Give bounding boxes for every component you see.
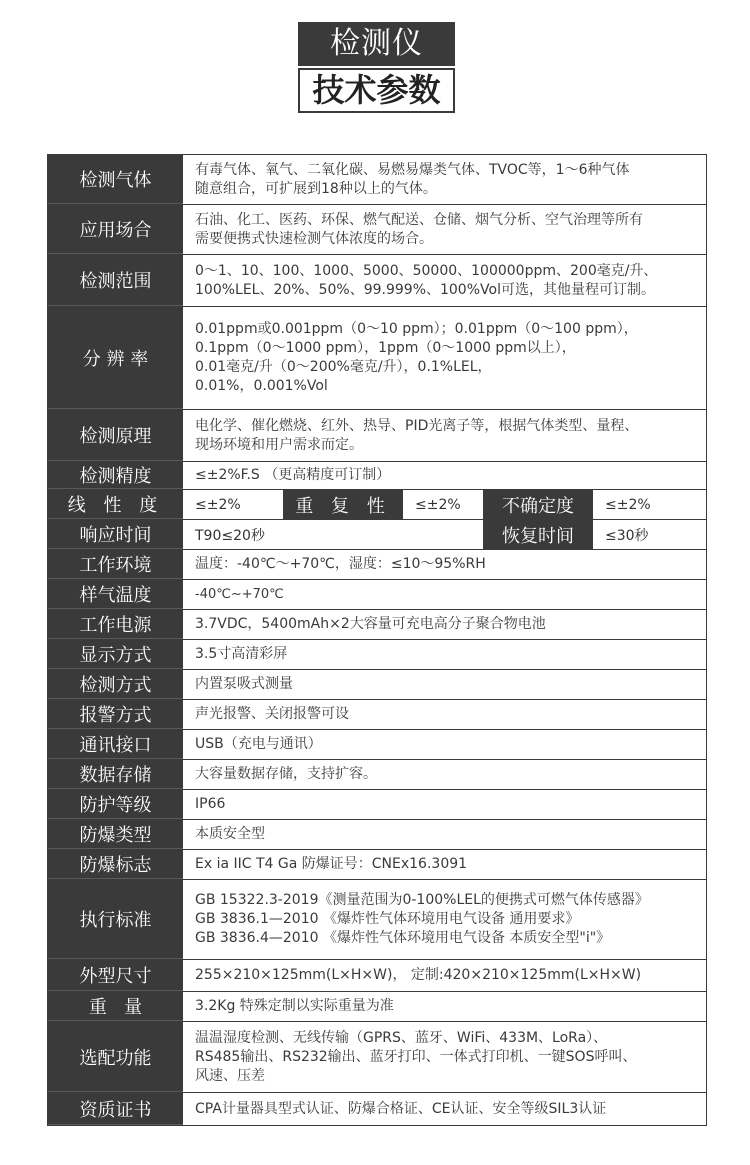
spec-row-use (48, 205, 706, 255)
spec-row-interface (48, 730, 706, 760)
spec-label: 报警方式 (48, 700, 183, 729)
spec-label: 选配功能 (48, 1022, 183, 1092)
spec-label: 不确定度 (483, 490, 593, 519)
spec-label: 重 量 (48, 992, 183, 1021)
spec-value: 0.01ppm或0.001ppm（0～10 ppm）；0.01ppm（0～100 ppm）， 0.1ppm（0～1000 ppm），1ppm（0～1000 ppm以上）， 0.01毫克/升（0～200%毫克/升），0.1%LEL， 0.01%，0.001%Vol (195, 321, 638, 394)
spec-value: 255×210×125mm(L×H×W)， 定制:420×210×125mm(L×H×W) (195, 967, 642, 983)
spec-table (47, 154, 707, 1126)
spec-label: 执行标准 (48, 880, 183, 959)
spec-label: 防爆标志 (48, 850, 183, 879)
spec-label: 响应时间 (48, 520, 183, 549)
spec-value: 3.5寸高清彩屏 (195, 646, 288, 662)
page-header (0, 0, 750, 150)
spec-label: 防爆类型 (48, 820, 183, 849)
spec-row-options (48, 1022, 706, 1093)
spec-label: 防护等级 (48, 790, 183, 819)
spec-row-weight (48, 992, 706, 1022)
spec-label: 工作环境 (48, 550, 183, 579)
spec-row-storage (48, 760, 706, 790)
spec-value: 大容量数据存储，支持扩容。 (195, 766, 377, 782)
spec-label: 重 复 性 (283, 490, 403, 519)
spec-value: 有毒气体、氧气、二氧化碳、易燃易爆类气体、TVOC等，1～6种气体 随意组合，可扩展到18种以上的气体。 (195, 161, 630, 197)
spec-row-linearity (48, 490, 706, 520)
spec-value: 电化学、催化燃烧、红外、热导、PID光离子等，根据气体类型、量程、 现场环境和用户需求而定。 (195, 417, 639, 453)
spec-value: ≤±2% (415, 496, 461, 513)
spec-row-accuracy (48, 462, 706, 490)
spec-label: 通讯接口 (48, 730, 183, 759)
spec-value: 本质安全型 (195, 826, 265, 842)
spec-value: IP66 (195, 796, 226, 812)
spec-row-sample-temp (48, 580, 706, 610)
spec-label: 检测范围 (48, 255, 183, 306)
spec-row-certs (48, 1093, 706, 1125)
spec-value: 0～1、10、100、1000、5000、50000、100000ppm、200毫克/升、 100%LEL、20%、50%、99.999%、100%Vol可选，其他量程可订制。 (195, 262, 658, 298)
spec-row-display (48, 640, 706, 670)
spec-label: 外型尺寸 (48, 960, 183, 991)
spec-row-standard (48, 880, 706, 960)
spec-value: ≤±2% (605, 496, 651, 513)
spec-row-range (48, 255, 706, 307)
spec-row-ex-type (48, 820, 706, 850)
spec-label: 检测气体 (48, 155, 183, 204)
spec-value: GB 15322.3-2019《测量范围为0-100%LEL的便携式可燃气体传感器》 GB 3836.1—2010 《爆炸性气体环境用电气设备 通用要求》 GB 3836.4—2010 《爆炸性气体环境用电气设备 本质安全型"i"》 (195, 892, 649, 946)
spec-value: 3.7VDC，5400mAh×2大容量可充电高分子聚合物电池 (195, 616, 546, 632)
spec-label: 检测精度 (48, 462, 183, 489)
spec-value: 3.2Kg 特殊定制以实际重量为准 (195, 998, 394, 1014)
header-title-line1: 检测仪 (298, 22, 455, 66)
spec-value: Ex ia IIC T4 Ga 防爆证号：CNEx16.3091 (195, 856, 468, 872)
spec-row-protection (48, 790, 706, 820)
spec-value: USB（充电与通讯） (195, 736, 322, 752)
spec-value: 温度：-40℃～+70℃，湿度：≤10～95%RH (195, 556, 486, 572)
spec-row-size (48, 960, 706, 992)
spec-row-ex-mark (48, 850, 706, 880)
spec-row-power (48, 610, 706, 640)
spec-value: ≤30秒 (605, 527, 649, 544)
spec-value: ≤±2% (195, 496, 241, 513)
spec-value: 声光报警、关闭报警可设 (195, 706, 349, 722)
spec-value: ≤±2%F.S （更高精度可订制） (195, 467, 391, 483)
spec-label: 资质证书 (48, 1093, 183, 1125)
spec-label: 应用场合 (48, 205, 183, 254)
spec-value: 温温湿度检测、无线传输（GPRS、蓝牙、WiFi、433M、LoRa）、 RS485输出、RS232输出、蓝牙打印、一体式打印机、一键SOS呼叫、 风速、压差 (195, 1029, 637, 1084)
spec-label: 显示方式 (48, 640, 183, 669)
spec-label: 样气温度 (48, 580, 183, 609)
spec-label: 线 性 度 (48, 490, 183, 519)
spec-value: 内置泵吸式测量 (195, 676, 293, 692)
spec-value: 石油、化工、医药、环保、燃气配送、仓储、烟气分析、空气治理等所有 需要便携式快速检测气体浓度的场合。 (195, 211, 643, 247)
spec-row-gas (48, 155, 706, 205)
spec-label: 工作电源 (48, 610, 183, 639)
spec-row-response (48, 520, 706, 550)
spec-label: 分 辨 率 (48, 307, 183, 409)
spec-row-environment (48, 550, 706, 580)
spec-value: T90≤20秒 (195, 527, 265, 544)
spec-label: 恢复时间 (483, 520, 593, 549)
spec-value: -40℃~+70℃ (195, 587, 284, 602)
spec-label: 检测方式 (48, 670, 183, 699)
spec-row-resolution (48, 307, 706, 410)
spec-value: CPA计量器具型式认证、防爆合格证、CE认证、安全等级SIL3认证 (195, 1100, 607, 1117)
spec-row-principle (48, 410, 706, 462)
spec-label: 数据存储 (48, 760, 183, 789)
header-title-line2: 技术参数 (298, 68, 455, 113)
spec-row-alarm (48, 700, 706, 730)
spec-label: 检测原理 (48, 410, 183, 461)
spec-row-method (48, 670, 706, 700)
